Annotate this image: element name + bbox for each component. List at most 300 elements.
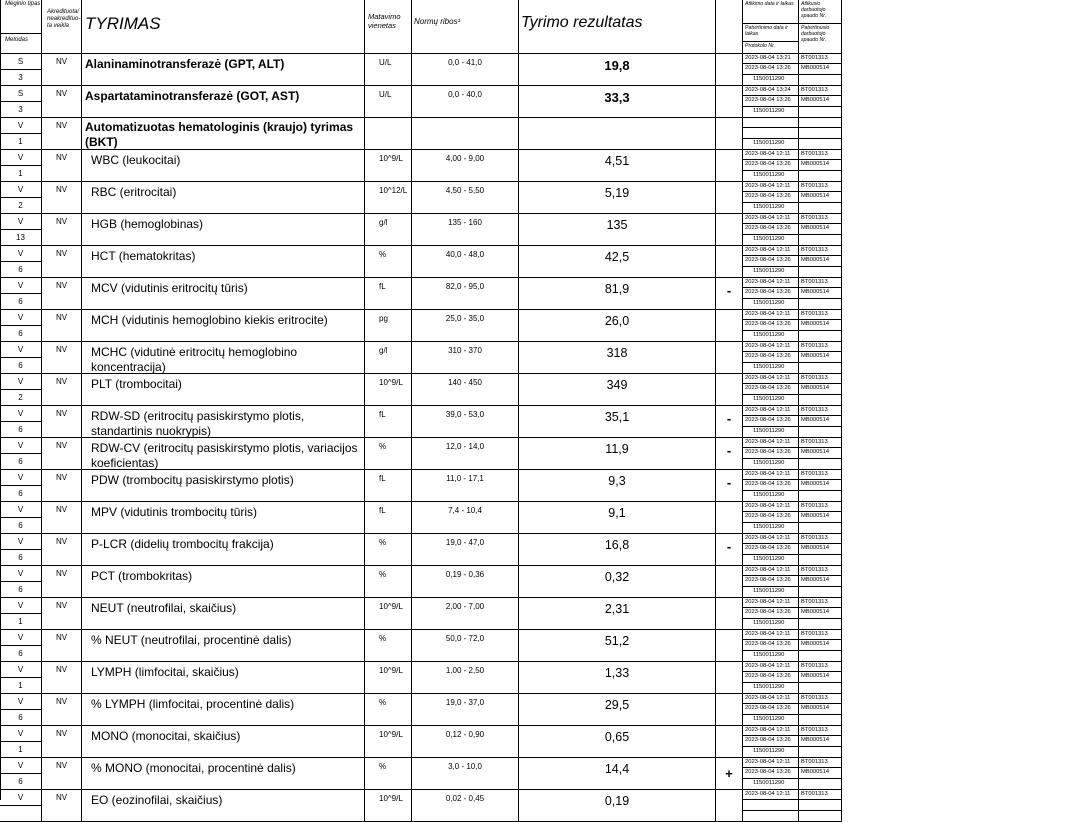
performed-datetime: 2023-08-04 12:11	[743, 150, 799, 160]
header-accreditation: Akredituota/ neakredituo-ta veikla	[42, 0, 82, 54]
result-cell: 14,4	[519, 758, 716, 790]
norm-range-cell: 3,0 - 10,0	[412, 758, 519, 790]
performer-stamp: BT001313	[799, 86, 842, 96]
confirmed-datetime: 2023-08-04 13:26	[743, 192, 799, 203]
performer-stamp: BT001313	[799, 726, 842, 736]
protocol-spacer	[799, 779, 842, 790]
result-cell: 0,19	[519, 790, 716, 822]
accreditation-cell: NV	[42, 150, 82, 182]
performer-stamp: BT001313	[799, 566, 842, 576]
norm-range-cell: 1,00 - 2,50	[412, 662, 519, 694]
unit-cell: U/L	[365, 54, 412, 86]
sample-type-cell: V	[0, 374, 42, 390]
test-name: NEUT (neutrofilai, skaičius)	[82, 598, 365, 630]
protocol-spacer	[799, 747, 842, 758]
test-name: PLT (trombocitai)	[82, 374, 365, 406]
protocol-spacer	[799, 203, 842, 214]
unit-cell: %	[365, 566, 412, 598]
confirmer-stamp: MB000514	[799, 768, 842, 779]
protocol-number: 1150011290	[743, 523, 799, 534]
performer-stamp: BT001313	[799, 278, 842, 288]
performed-datetime: 2023-08-04 12:11	[743, 502, 799, 512]
confirmer-stamp: MB000514	[799, 96, 842, 107]
protocol-spacer	[799, 267, 842, 278]
norm-range-cell: 50,0 - 72,0	[412, 630, 519, 662]
accreditation-cell: NV	[42, 278, 82, 310]
sample-type-cell: V	[0, 438, 42, 454]
unit-cell: 10^12/L	[365, 182, 412, 214]
unit-cell: %	[365, 694, 412, 726]
confirmer-stamp: MB000514	[799, 352, 842, 363]
confirmed-datetime: 2023-08-04 13:26	[743, 704, 799, 715]
performed-datetime: 2023-08-04 12:11	[743, 694, 799, 704]
sample-type-cell: V	[0, 150, 42, 166]
performed-datetime: 2023-08-04 12:11	[743, 726, 799, 736]
result-cell: 0,32	[519, 566, 716, 598]
result-cell: 349	[519, 374, 716, 406]
deviation-flag	[716, 566, 743, 598]
unit-cell: 10^9/L	[365, 790, 412, 822]
accreditation-cell: NV	[42, 502, 82, 534]
deviation-flag	[716, 310, 743, 342]
confirmed-datetime: 2023-08-04 13:26	[743, 96, 799, 107]
unit-cell: %	[365, 246, 412, 278]
unit-cell: 10^9/L	[365, 662, 412, 694]
result-cell: 9,1	[519, 502, 716, 534]
result-cell: 51,2	[519, 630, 716, 662]
unit-cell: 10^9/L	[365, 598, 412, 630]
performer-stamp: BT001313	[799, 342, 842, 352]
header-flag-column	[716, 0, 743, 54]
protocol-spacer	[799, 139, 842, 150]
header-method: Metodas	[0, 34, 42, 54]
confirmed-datetime: 2023-08-04 13:26	[743, 416, 799, 427]
method-cell: 3	[0, 102, 42, 118]
protocol-spacer	[799, 619, 842, 630]
confirmer-stamp: MB000514	[799, 736, 842, 747]
unit-cell: fL	[365, 278, 412, 310]
accreditation-cell: NV	[42, 86, 82, 118]
norm-range-cell: 0,12 - 0,90	[412, 726, 519, 758]
performer-stamp: BT001313	[799, 150, 842, 160]
deviation-flag	[716, 150, 743, 182]
result-cell: 9,3	[519, 470, 716, 502]
confirmer-stamp	[799, 800, 842, 811]
method-cell: 6	[0, 294, 42, 310]
confirmer-stamp: MB000514	[799, 704, 842, 715]
deviation-flag	[716, 694, 743, 726]
protocol-spacer	[799, 299, 842, 310]
method-cell: 1	[0, 134, 42, 150]
performer-stamp: BT001313	[799, 598, 842, 608]
performer-stamp: BT001313	[799, 790, 842, 800]
norm-range-cell: 0,02 - 0,45	[412, 790, 519, 822]
result-cell: 318	[519, 342, 716, 374]
confirmed-datetime: 2023-08-04 13:26	[743, 352, 799, 363]
accreditation-cell: NV	[42, 374, 82, 406]
protocol-spacer	[799, 171, 842, 182]
protocol-number: 1150011290	[743, 779, 799, 790]
sample-type-cell: V	[0, 502, 42, 518]
method-cell: 3	[0, 70, 42, 86]
sample-type-cell: V	[0, 598, 42, 614]
result-cell: 29,5	[519, 694, 716, 726]
unit-cell: %	[365, 630, 412, 662]
header-confirmer: Patvirtinusio darbuotojo spaudo Nr.	[799, 24, 842, 54]
test-name: % MONO (monocitai, procentinė dalis)	[82, 758, 365, 790]
confirmed-datetime	[743, 128, 799, 139]
protocol-number: 1150011290	[743, 139, 799, 150]
header-unit: Matavimo vienetas	[365, 0, 412, 54]
performer-stamp: BT001313	[799, 406, 842, 416]
protocol-number: 1150011290	[743, 203, 799, 214]
deviation-flag	[716, 214, 743, 246]
confirmed-datetime: 2023-08-04 13:26	[743, 256, 799, 267]
accreditation-cell: NV	[42, 470, 82, 502]
deviation-flag	[716, 502, 743, 534]
accreditation-cell: NV	[42, 566, 82, 598]
deviation-flag	[716, 662, 743, 694]
test-name: RDW-CV (eritrocitų pasiskirstymo plotis, variacijos koeficientas)	[82, 438, 365, 470]
test-name: Aspartataminotransferazė (GOT, AST)	[82, 86, 365, 118]
method-cell: 6	[0, 422, 42, 438]
deviation-flag	[716, 726, 743, 758]
deviation-flag	[716, 790, 743, 822]
norm-range-cell: 0,0 - 40,0	[412, 86, 519, 118]
norm-range-cell: 7,4 - 10,4	[412, 502, 519, 534]
protocol-number: 1150011290	[743, 555, 799, 566]
performer-stamp: BT001313	[799, 758, 842, 768]
unit-cell: %	[365, 758, 412, 790]
confirmer-stamp	[799, 128, 842, 139]
result-cell: 16,8	[519, 534, 716, 566]
confirmed-datetime: 2023-08-04 13:26	[743, 160, 799, 171]
norm-range-cell: 19,0 - 47,0	[412, 534, 519, 566]
deviation-flag: -	[716, 534, 743, 566]
performer-stamp: BT001313	[799, 534, 842, 544]
unit-cell: g/l	[365, 342, 412, 374]
method-cell: 2	[0, 390, 42, 406]
result-cell: 1,33	[519, 662, 716, 694]
result-cell: 2,31	[519, 598, 716, 630]
test-name: EO (eozinofilai, skaičius)	[82, 790, 365, 822]
header-sample-type: Mėginio tipas	[0, 0, 42, 34]
confirmed-datetime: 2023-08-04 13:26	[743, 736, 799, 747]
confirmed-datetime: 2023-08-04 13:26	[743, 224, 799, 235]
method-cell: 6	[0, 582, 42, 598]
accreditation-cell: NV	[42, 182, 82, 214]
unit-cell: 10^9/L	[365, 374, 412, 406]
protocol-spacer	[799, 235, 842, 246]
performed-datetime: 2023-08-04 12:11	[743, 758, 799, 768]
method-cell: 1	[0, 614, 42, 630]
protocol-number: 1150011290	[743, 747, 799, 758]
header-confirmed: Patvirtinimo data ir laikas	[743, 24, 799, 42]
norm-range-cell: 4,00 - 9,00	[412, 150, 519, 182]
test-name: RDW-SD (eritrocitų pasiskirstymo plotis, standartinis nuokrypis)	[82, 406, 365, 438]
confirmed-datetime: 2023-08-04 13:26	[743, 640, 799, 651]
confirmed-datetime: 2023-08-04 13:26	[743, 480, 799, 491]
sample-type-cell: V	[0, 406, 42, 422]
unit-cell: fL	[365, 406, 412, 438]
accreditation-cell: NV	[42, 726, 82, 758]
accreditation-cell: NV	[42, 694, 82, 726]
method-cell: 6	[0, 358, 42, 374]
sample-type-cell: V	[0, 182, 42, 198]
accreditation-cell: NV	[42, 342, 82, 374]
protocol-spacer	[799, 427, 842, 438]
test-name: PDW (trombocitų pasiskirstymo plotis)	[82, 470, 365, 502]
sample-type-cell: V	[0, 470, 42, 486]
test-name: % NEUT (neutrofilai, procentinė dalis)	[82, 630, 365, 662]
sample-type-cell: V	[0, 310, 42, 326]
protocol-number: 1150011290	[743, 235, 799, 246]
performed-datetime: 2023-08-04 12:11	[743, 374, 799, 384]
table-border-right	[841, 0, 842, 800]
protocol-spacer	[799, 395, 842, 406]
method-cell: 1	[0, 742, 42, 758]
confirmer-stamp: MB000514	[799, 672, 842, 683]
protocol-spacer	[799, 107, 842, 118]
performed-datetime: 2023-08-04 12:11	[743, 438, 799, 448]
confirmer-stamp: MB000514	[799, 576, 842, 587]
test-name: MPV (vidutinis trombocitų tūris)	[82, 502, 365, 534]
test-name: PCT (trombokritas)	[82, 566, 365, 598]
accreditation-cell: NV	[42, 54, 82, 86]
test-name: % LYMPH (limfocitai, procentinė dalis)	[82, 694, 365, 726]
table-border-left	[0, 0, 1, 800]
sample-type-cell: V	[0, 726, 42, 742]
protocol-number: 1150011290	[743, 171, 799, 182]
performed-datetime: 2023-08-04 12:11	[743, 342, 799, 352]
unit-cell: fL	[365, 502, 412, 534]
confirmer-stamp: MB000514	[799, 608, 842, 619]
confirmed-datetime: 2023-08-04 13:26	[743, 384, 799, 395]
protocol-number: 1150011290	[743, 715, 799, 726]
accreditation-cell: NV	[42, 630, 82, 662]
confirmed-datetime: 2023-08-04 13:26	[743, 288, 799, 299]
protocol-number: 1150011290	[743, 683, 799, 694]
protocol-spacer	[799, 459, 842, 470]
test-name: RBC (eritrocitai)	[82, 182, 365, 214]
confirmed-datetime: 2023-08-04 13:26	[743, 608, 799, 619]
norm-range-cell: 2,00 - 7,00	[412, 598, 519, 630]
method-cell: 6	[0, 774, 42, 790]
deviation-flag: -	[716, 438, 743, 470]
norm-range-cell: 0,19 - 0,36	[412, 566, 519, 598]
norm-range-cell: 310 - 370	[412, 342, 519, 374]
sample-type-cell: S	[0, 86, 42, 102]
accreditation-cell: NV	[42, 598, 82, 630]
performed-datetime: 2023-08-04 13:21	[743, 54, 799, 64]
confirmer-stamp: MB000514	[799, 320, 842, 331]
confirmer-stamp: MB000514	[799, 192, 842, 203]
norm-range-cell: 12,0 - 14,0	[412, 438, 519, 470]
sample-type-cell: V	[0, 342, 42, 358]
protocol-number: 1150011290	[743, 299, 799, 310]
performed-datetime: 2023-08-04 12:11	[743, 214, 799, 224]
performer-stamp: BT001313	[799, 54, 842, 64]
protocol-spacer	[799, 811, 842, 822]
deviation-flag	[716, 598, 743, 630]
performer-stamp: BT001313	[799, 310, 842, 320]
confirmer-stamp: MB000514	[799, 224, 842, 235]
method-cell: 13	[0, 230, 42, 246]
method-cell: 1	[0, 678, 42, 694]
protocol-number: 1150011290	[743, 75, 799, 86]
result-cell: 35,1	[519, 406, 716, 438]
result-cell: 33,3	[519, 86, 716, 118]
protocol-spacer	[799, 75, 842, 86]
unit-cell	[365, 118, 412, 150]
confirmer-stamp: MB000514	[799, 640, 842, 651]
unit-cell: U/L	[365, 86, 412, 118]
confirmer-stamp: MB000514	[799, 512, 842, 523]
result-cell: 19,8	[519, 54, 716, 86]
sample-type-cell: V	[0, 694, 42, 710]
accreditation-cell: NV	[42, 534, 82, 566]
deviation-flag	[716, 182, 743, 214]
protocol-number: 1150011290	[743, 107, 799, 118]
confirmed-datetime	[743, 800, 799, 811]
norm-range-cell: 19,0 - 37,0	[412, 694, 519, 726]
sample-type-cell: V	[0, 118, 42, 134]
protocol-spacer	[799, 363, 842, 374]
protocol-spacer	[799, 491, 842, 502]
protocol-spacer	[799, 587, 842, 598]
performer-stamp: BT001313	[799, 694, 842, 704]
confirmed-datetime: 2023-08-04 13:26	[743, 448, 799, 459]
unit-cell: %	[365, 438, 412, 470]
result-cell: 0,65	[519, 726, 716, 758]
test-name: MCHC (vidutinė eritrocitų hemoglobino koncentracija)	[82, 342, 365, 374]
method-cell: 6	[0, 550, 42, 566]
test-name: LYMPH (limfocitai, skaičius)	[82, 662, 365, 694]
result-cell: 81,9	[519, 278, 716, 310]
protocol-spacer	[799, 555, 842, 566]
norm-range-cell: 11,0 - 17,1	[412, 470, 519, 502]
test-name: MONO (monocitai, skaičius)	[82, 726, 365, 758]
method-cell: 6	[0, 710, 42, 726]
method-cell: 6	[0, 518, 42, 534]
deviation-flag: +	[716, 758, 743, 790]
test-name: MCH (vidutinis hemoglobino kiekis eritrocite)	[82, 310, 365, 342]
confirmer-stamp: MB000514	[799, 384, 842, 395]
sample-type-cell: V	[0, 758, 42, 774]
performed-datetime: 2023-08-04 12:11	[743, 566, 799, 576]
accreditation-cell: NV	[42, 790, 82, 822]
performed-datetime: 2023-08-04 12:11	[743, 630, 799, 640]
confirmed-datetime: 2023-08-04 13:26	[743, 576, 799, 587]
unit-cell: 10^9/L	[365, 150, 412, 182]
header-performer: Atlikusio darbuotojo spaudo Nr.	[799, 0, 842, 24]
protocol-number: 1150011290	[743, 619, 799, 630]
performer-stamp: BT001313	[799, 182, 842, 192]
protocol-spacer	[799, 651, 842, 662]
result-cell: 11,9	[519, 438, 716, 470]
unit-cell: 10^9/L	[365, 726, 412, 758]
method-cell: 1	[0, 166, 42, 182]
performer-stamp: BT001313	[799, 214, 842, 224]
deviation-flag: -	[716, 406, 743, 438]
norm-range-cell: 25,0 - 35,0	[412, 310, 519, 342]
sample-type-cell: S	[0, 54, 42, 70]
protocol-number: 1150011290	[743, 587, 799, 598]
protocol-spacer	[799, 715, 842, 726]
sample-type-cell: V	[0, 214, 42, 230]
confirmer-stamp: MB000514	[799, 160, 842, 171]
norm-range-cell: 4,50 - 5,50	[412, 182, 519, 214]
accreditation-cell: NV	[42, 438, 82, 470]
header-result: Tyrimo rezultatas	[519, 0, 716, 54]
performed-datetime: 2023-08-04 12:11	[743, 182, 799, 192]
norm-range-cell: 40,0 - 48,0	[412, 246, 519, 278]
unit-cell: pg	[365, 310, 412, 342]
sample-type-cell: V	[0, 630, 42, 646]
sample-type-cell: V	[0, 534, 42, 550]
protocol-spacer	[799, 523, 842, 534]
deviation-flag: -	[716, 278, 743, 310]
norm-range-cell: 0,0 - 41,0	[412, 54, 519, 86]
performer-stamp: BT001313	[799, 374, 842, 384]
confirmed-datetime: 2023-08-04 13:26	[743, 64, 799, 75]
protocol-number: 1150011290	[743, 395, 799, 406]
deviation-flag	[716, 374, 743, 406]
test-name: P-LCR (didelių trombocitų frakcija)	[82, 534, 365, 566]
header-protocol: Protokolo Nr.	[743, 42, 799, 54]
confirmer-stamp: MB000514	[799, 544, 842, 555]
deviation-flag	[716, 54, 743, 86]
accreditation-cell: NV	[42, 310, 82, 342]
result-cell	[519, 118, 716, 150]
test-name: Automatizuotas hematologinis (kraujo) tyrimas (BKT)	[82, 118, 365, 150]
deviation-flag: -	[716, 470, 743, 502]
test-name: WBC (leukocitai)	[82, 150, 365, 182]
header-performed: Atlikimo data ir laikas	[743, 0, 799, 24]
confirmer-stamp: MB000514	[799, 288, 842, 299]
norm-range-cell	[412, 118, 519, 150]
test-name: MCV (vidutinis eritrocitų tūris)	[82, 278, 365, 310]
performed-datetime: 2023-08-04 12:11	[743, 470, 799, 480]
result-cell: 5,19	[519, 182, 716, 214]
method-cell: 6	[0, 646, 42, 662]
method-cell: 6	[0, 454, 42, 470]
accreditation-cell: NV	[42, 662, 82, 694]
protocol-spacer	[799, 331, 842, 342]
accreditation-cell: NV	[42, 406, 82, 438]
confirmer-stamp: MB000514	[799, 480, 842, 491]
result-cell: 135	[519, 214, 716, 246]
confirmed-datetime: 2023-08-04 13:26	[743, 320, 799, 331]
protocol-number: 1150011290	[743, 459, 799, 470]
protocol-number: 1150011290	[743, 363, 799, 374]
confirmed-datetime: 2023-08-04 13:26	[743, 512, 799, 523]
norm-range-cell: 135 - 160	[412, 214, 519, 246]
confirmed-datetime: 2023-08-04 13:26	[743, 768, 799, 779]
sample-type-cell: V	[0, 566, 42, 582]
method-cell: 6	[0, 326, 42, 342]
confirmer-stamp: MB000514	[799, 256, 842, 267]
performed-datetime: 2023-08-04 12:11	[743, 534, 799, 544]
performed-datetime: 2023-08-04 12:11	[743, 406, 799, 416]
deviation-flag	[716, 86, 743, 118]
accreditation-cell: NV	[42, 118, 82, 150]
accreditation-cell: NV	[42, 758, 82, 790]
norm-range-cell: 39,0 - 53,0	[412, 406, 519, 438]
norm-range-cell: 82,0 - 95,0	[412, 278, 519, 310]
performer-stamp	[799, 118, 842, 128]
deviation-flag	[716, 118, 743, 150]
